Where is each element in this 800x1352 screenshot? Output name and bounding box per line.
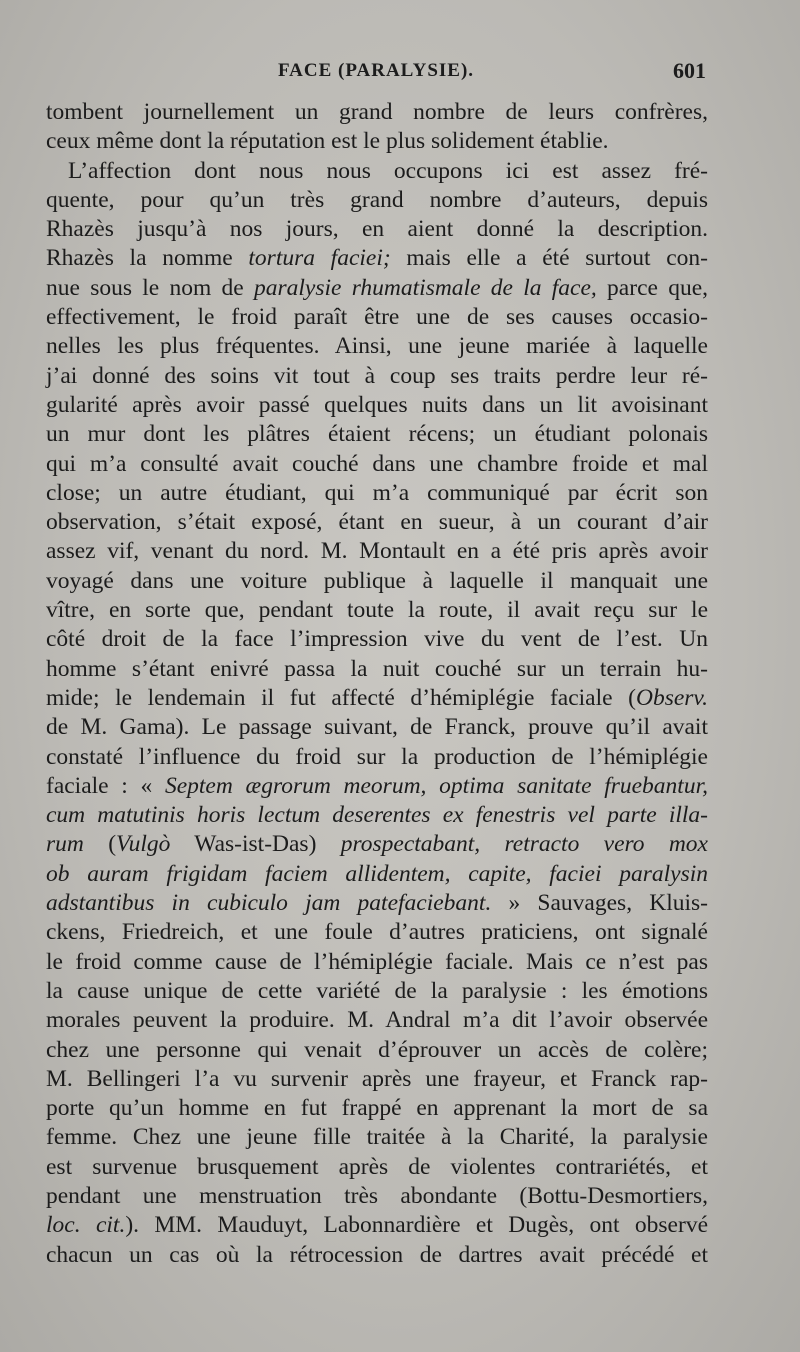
text-segment: chez une personne qui venait d’éprouver un accès de colère;: [46, 1036, 708, 1063]
text-segment: Observ.: [635, 684, 708, 711]
text-segment: prospectabant, retracto vero mox: [340, 831, 708, 858]
text-segment: mais elle a été surtout con-: [390, 245, 708, 272]
text-segment: la cause unique de cette variété de la paralysie : les émotions: [46, 977, 708, 1004]
text-line: [46, 1006, 708, 1035]
body-text: [46, 98, 708, 1270]
text-segment: mide; le lendemain il fut affecté d’hémiplégie faciale (: [46, 684, 636, 711]
text-line: [46, 1123, 708, 1152]
text-segment: morales peuvent la produire. M. Andral m’a dit l’avoir observée: [46, 1007, 708, 1034]
text-line: [46, 1211, 708, 1240]
text-line: [46, 889, 708, 918]
text-segment: homme s’étant enivré passa la nuit couché sur un terrain hu-: [46, 655, 708, 682]
text-line: [46, 157, 708, 186]
text-segment: cum matutinis horis lectum deserentes ex fenestris vel parte illa-: [46, 802, 708, 829]
text-line: [46, 303, 708, 332]
text-line: [46, 479, 708, 508]
text-segment: parce que,: [596, 274, 708, 301]
text-line: [46, 420, 708, 449]
text-segment: côté droit de la face l’impression vive du vent de l’est. Un: [46, 626, 708, 653]
text-segment: un mur dont les plâtres étaient récens; un étudiant polonais: [46, 421, 708, 448]
text-segment: ). MM. Mauduyt, Labonnardière et Dugès, ont observé: [125, 1212, 708, 1239]
text-segment: faciale : «: [46, 772, 165, 799]
text-segment: qui m’a consulté avait couché dans une chambre froide et mal: [46, 450, 708, 477]
text-segment: pendant une menstruation très abondante (Bottu-Desmortiers,: [46, 1182, 708, 1209]
text-line: [46, 186, 708, 215]
text-segment: Was-ist-Das): [170, 831, 341, 858]
text-segment: » Sauvages, Kluis-: [491, 890, 708, 917]
text-line: [46, 918, 708, 947]
text-line: [46, 977, 708, 1006]
text-line: [46, 127, 708, 156]
text-segment: ckens, Friedreich, et une foule d’autres praticiens, ont signalé: [46, 919, 708, 946]
text-line: [46, 391, 708, 420]
text-segment: quente, pour qu’un très grand nombre d’auteurs, depuis: [46, 186, 708, 213]
text-line: [46, 1065, 708, 1094]
text-segment: porte qu’un homme en fut frappé en apprenant la mort de sa: [46, 1095, 708, 1122]
text-segment: adstantibus in cubiculo jam patefaciebant.: [46, 890, 492, 917]
text-segment: tombent journellement un grand nombre de leurs confrères,: [46, 99, 708, 125]
text-line: [46, 948, 708, 977]
text-line: [46, 596, 708, 625]
text-line: [46, 508, 708, 537]
text-line: [46, 801, 708, 830]
text-segment: j’ai donné des soins vit tout à coup ses traits perdre leur ré-: [46, 362, 708, 389]
text-segment: paralysie rhumatismale de la face,: [253, 274, 597, 301]
text-line: [46, 98, 708, 127]
text-segment: vître, en sorte que, pendant toute la route, il avait reçu sur le: [46, 597, 708, 624]
text-line: [46, 274, 708, 303]
text-line: [46, 1241, 708, 1270]
text-segment: tortura faciei;: [248, 245, 391, 272]
text-line: [46, 1182, 708, 1211]
text-segment: M. Bellingeri l’a vu survenir après une frayeur, et Franck rap-: [46, 1065, 708, 1092]
text-segment: assez vif, venant du nord. M. Montault en a été pris après avoir: [46, 538, 708, 565]
text-segment: de M. Gama). Le passage suivant, de Franck, prouve qu’il avait: [46, 714, 708, 741]
text-segment: chacun un cas où la rétrocession de dartres avait précédé et: [46, 1241, 708, 1268]
text-line: [46, 537, 708, 566]
text-segment: effectivement, le froid paraît être une de ses causes occasio-: [46, 304, 708, 331]
text-segment: (: [83, 831, 117, 858]
text-line: [46, 772, 708, 801]
text-segment: Rhazès jusqu’à nos jours, en aient donné la description.: [46, 216, 708, 243]
text-segment: observation, s’était exposé, étant en sueur, à un courant d’air: [46, 509, 708, 536]
text-line: [46, 860, 708, 889]
page-number: 601: [673, 58, 706, 83]
text-line: [46, 743, 708, 772]
text-segment: constaté l’influence du froid sur la production de l’hémiplégie: [46, 743, 708, 770]
text-line: [46, 713, 708, 742]
text-line: [46, 830, 708, 859]
text-line: [46, 1094, 708, 1123]
text-segment: nelles les plus fréquentes. Ainsi, une jeune mariée à laquelle: [46, 333, 708, 360]
text-segment: loc. cit.: [46, 1212, 126, 1239]
text-line: [46, 362, 708, 391]
text-segment: femme. Chez une jeune fille traitée à la Charité, la paralysie: [46, 1124, 708, 1151]
text-line: [46, 1153, 708, 1182]
running-title: FACE (PARALYSIE).: [277, 60, 475, 81]
text-line: [46, 215, 708, 244]
text-segment: Vulgò: [116, 831, 171, 858]
running-head: [46, 60, 706, 90]
text-line: [46, 655, 708, 684]
text-line: [46, 450, 708, 479]
text-line: [46, 332, 708, 361]
text-line: [46, 567, 708, 596]
text-segment: ceux même dont la réputation est le plus solidement établie.: [46, 128, 609, 155]
text-segment: le froid comme cause de l’hémiplégie faciale. Mais ce n’est pas: [46, 948, 708, 975]
text-segment: Septem ægrorum meorum, optima sanitate fruebantur,: [164, 772, 708, 799]
text-segment: ob auram frigidam faciem allidentem, capite, faciei paralysin: [46, 860, 708, 887]
text-segment: nue sous le nom de: [46, 274, 254, 301]
text-line: [46, 244, 708, 273]
text-segment: L’affection dont nous nous occupons ici est assez fré-: [68, 157, 708, 184]
text-segment: Rhazès la nomme: [46, 245, 249, 272]
text-line: [46, 684, 708, 713]
text-segment: voyagé dans une voiture publique à laquelle il manquait une: [46, 567, 708, 594]
text-line: [46, 625, 708, 654]
text-line: [46, 1036, 708, 1065]
text-segment: rum: [46, 831, 84, 858]
text-segment: est survenue brusquement après de violentes contrariétés, et: [46, 1153, 708, 1180]
text-segment: close; un autre étudiant, qui m’a communiqué par écrit son: [46, 479, 708, 506]
text-segment: gularité après avoir passé quelques nuits dans un lit avoisinant: [46, 391, 708, 418]
